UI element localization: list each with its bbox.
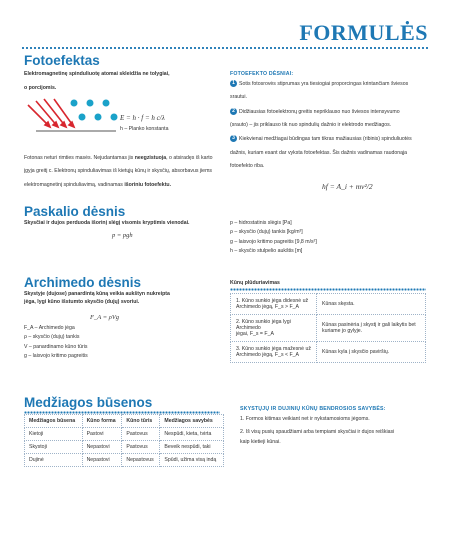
photoeffect-intro-1: Elektromagnetinę spinduliuotę atomai skleidžia ne tolygiai, bbox=[24, 71, 170, 77]
table-header-row: Medžiagos būsena Kūno forma Kūno tūris Medžiagos savybės bbox=[25, 415, 224, 428]
photon-dot bbox=[95, 114, 102, 121]
laws-title: FOTOEFEKTO DĖSNIAI: bbox=[230, 71, 294, 77]
pascal-heading: Paskalio dėsnis bbox=[24, 204, 126, 219]
archimedes-formula: F_A = ρVg bbox=[90, 314, 120, 321]
pascal-formula: p = pgh bbox=[112, 232, 133, 239]
table-row: Kietoji Pastovi Pastovus Nespūdi, kieta, tvirta bbox=[25, 428, 224, 441]
table-row: 1. Kūno sunkio jėga didesnė už Archimedo jėgą, F_s > F_A Kūnas skęsta. bbox=[231, 294, 426, 315]
archimedes-desc-2: jėga, lygi kūno išstumto skysčio (dujų) svoriui. bbox=[24, 299, 140, 305]
laws-list: 1 Sotis fotosrovės stiprumas yra tiesiogiai proporcingas krintančiam šviesos srautui. 2 Didžiausias fotoelektronų greitis nepriklauso nuo šviesos intensyvumo (srauto) – jis priklauso tik nuo spindulių dažnio ir elektrodo medžiagos. 3 Kiekvienai medžiagai būdingas tam tikras mažiausias (ribinis) spinduliuotės dažnis, kuriam esant dar vyksta fotoefektas. Šis dažnis vadinamas raudonąja fotoefekto riba. bbox=[230, 80, 412, 170]
archimedes-legend: F_A – Archimedo jėga ρ – skysčio (dujų) tankis V – panardinamo kūno tūris g – laisvojo kritimo pagreitis bbox=[24, 325, 88, 360]
pascal-legend: p – hidrostatinis slėgis [Pa] ρ – skysčio (dujų) tankis [kg/m³] g – laisvojo kritimo pagreitis [9,8 m/s²] h – skysčio stulpelio aukštis [m] bbox=[230, 220, 317, 255]
floating-table bbox=[230, 293, 426, 363]
photon-dot bbox=[79, 114, 86, 121]
planck-note: h – Planko konstanta bbox=[120, 126, 169, 132]
photoeffect-illustration bbox=[26, 95, 118, 141]
light-rays bbox=[28, 99, 74, 127]
table-row: Dujinė Nepastovi Nepastovus Spūdi, užima visą indą bbox=[25, 454, 224, 467]
properties-list: 1. Formos kitimas veikiant net ir nykstamosioms jėgoms. 2. Iš visų pusių spaudžiami arba tempiami skysčiai ir dujos reiškiasi kaip kietieji kūnai. bbox=[240, 416, 395, 445]
page-title: FORMULĖS bbox=[299, 20, 428, 45]
matter-heading: Medžiagos būsenos bbox=[24, 395, 153, 410]
table-row: 3. Kūno sunkio jėga mažesnė už Archimedo jėgą, F_s < F_A Kūnas kyla į skysčio paviršių. bbox=[231, 342, 426, 363]
photon-dot bbox=[71, 100, 78, 107]
properties-title: SKYSTŲJŲ IR DUJINIŲ KŪNŲ BENDROSIOS SAVYBĖS: bbox=[240, 406, 386, 412]
photon-dot bbox=[103, 100, 110, 107]
floating-table-title: Kūnų plūduriavimas bbox=[230, 280, 280, 286]
title-divider bbox=[21, 46, 429, 50]
photon-dot bbox=[111, 114, 118, 121]
matter-table bbox=[24, 414, 224, 467]
floating-divider bbox=[230, 288, 426, 291]
table-row: Skystoji Nepastovi Pastovus Beveik nespūdi, taki bbox=[25, 441, 224, 454]
photoeffect-heading: Fotoefektas bbox=[24, 53, 100, 68]
archimedes-heading: Archimedo dėsnis bbox=[24, 275, 142, 290]
einstein-formula: hf = A_i + mv²/2 bbox=[322, 182, 373, 191]
photoeffect-text: Fotonas neturi rimties masės. Nejudantamas jis neegzistuoja, o atsiradęs iš karto įgyja greitį c. Elektronų spinduliavimas iš kietųjų kūnų ir skysčių, absorbavus jiems elektromagnetinį spinduliavimą, vadinamas išoriniu fotoefektu. bbox=[24, 155, 213, 188]
energy-formula: E = h · f = h c/λ bbox=[120, 114, 165, 122]
photon-dot bbox=[87, 100, 94, 107]
table-row: 2. Kūno sunkio jėga lygi Archimedo jėgai, F_s = F_A Kūnas pasinėria į skystį ir gali laikytis bet kuriame jo gylyje. bbox=[231, 315, 426, 342]
pascal-desc: Skysčiai ir dujos perduoda išorinį slėgį visomis kryptimis vienodai. bbox=[24, 220, 190, 226]
archimedes-desc-1: Skystyje (dujose) panardintą kūną veikia aukštyn nukreipta bbox=[24, 291, 170, 297]
photoeffect-intro-2: o porcijomis. bbox=[24, 85, 57, 91]
